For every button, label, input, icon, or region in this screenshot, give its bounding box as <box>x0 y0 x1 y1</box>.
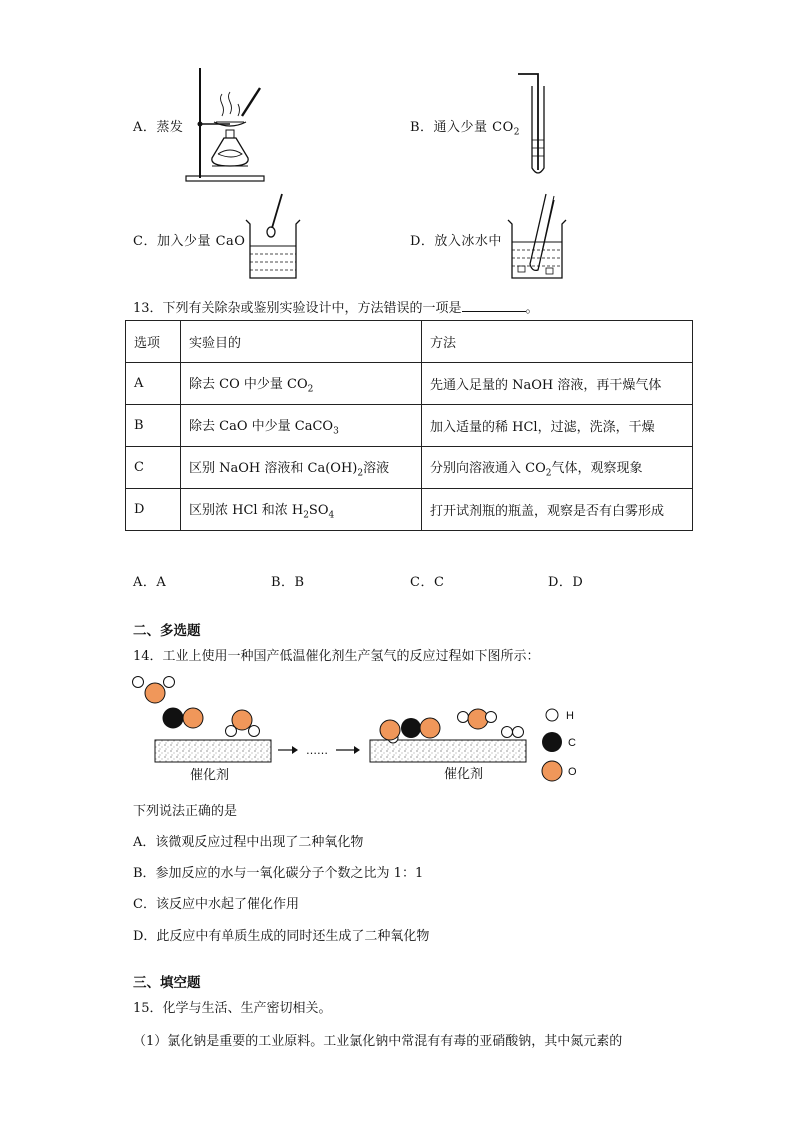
row-method: 先通入足量的 NaOH 溶液，再干燥气体 <box>422 363 693 405</box>
header-goal: 实验目的 <box>181 321 422 363</box>
q13-table <box>125 320 693 531</box>
table-row <box>126 447 693 489</box>
catalyst-label: 催化剂 <box>444 766 484 781</box>
row-method: 分别向溶液通入 $CO_2$气体，观察现象 <box>422 447 693 489</box>
section-title-fill-blank: 三、填空题 <box>133 975 201 991</box>
beaker-spoon-illustration <box>244 190 304 282</box>
header-method: 方法 <box>422 321 693 363</box>
water-molecule <box>133 677 175 704</box>
legend <box>542 709 577 781</box>
row-option: C <box>126 447 181 489</box>
row-goal: 区别 NaOH 溶液和 $Ca(OH)_2$溶液 <box>181 447 422 489</box>
q14-option-b[interactable]: B．参加反应的水与一氧化碳分子个数之比为 1：1 <box>133 866 424 881</box>
table-row <box>126 405 693 447</box>
co-molecule <box>163 708 203 728</box>
q13-answer-b[interactable]: B．B <box>271 575 305 590</box>
table-row <box>126 489 693 531</box>
svg-text:H: H <box>566 710 574 722</box>
row-option: B <box>126 405 181 447</box>
evaporation-apparatus-illustration <box>184 66 274 182</box>
row-method: 打开试剂瓶的瓶盖，观察是否有白雾形成 <box>422 489 693 531</box>
question-15-stem: 15．化学与生活、生产密切相关。 <box>133 1001 332 1016</box>
row-goal: 除去 CO 中少量 $CO_2$ <box>181 363 422 405</box>
option-b-co2: B．通入少量 $CO_2$ <box>410 120 521 138</box>
catalyst-block <box>155 740 271 762</box>
beaker-ice-water-illustration <box>506 192 570 282</box>
option-d-ice-water: D．放入冰水中 <box>410 234 502 249</box>
row-method: 加入适量的稀 HCl，过滤，洗涤，干燥 <box>422 405 693 447</box>
ellipsis: …… <box>306 744 328 757</box>
header-option: 选项 <box>126 321 181 363</box>
catalyst-label: 催化剂 <box>190 767 230 782</box>
section-title-multi-choice: 二、多选题 <box>133 623 201 639</box>
q13-answer-c[interactable]: C．C <box>410 575 445 590</box>
q14-option-a[interactable]: A．该微观反应过程中出现了二种氧化物 <box>133 835 364 850</box>
row-option: A <box>126 363 181 405</box>
question-14-stem: 14．工业上使用一种国产低温催化剂生产氢气的反应过程如下图所示： <box>133 649 540 664</box>
question-13-stem: 13．下列有关除杂或鉴别实验设计中，方法错误的一项是 。 <box>133 301 539 316</box>
test-tube-illustration <box>514 70 550 180</box>
q14-option-c[interactable]: C．该反应中水起了催化作用 <box>133 897 299 912</box>
q13-answer-d[interactable]: D．D <box>548 575 584 590</box>
q14-prompt: 下列说法正确的是 <box>133 804 238 819</box>
water-molecule <box>226 710 260 737</box>
table-header-row <box>126 321 693 363</box>
svg-text:O: O <box>568 766 577 778</box>
answer-blank[interactable] <box>462 299 526 312</box>
reaction-process-diagram <box>128 672 598 784</box>
adsorbed-molecules <box>380 709 524 743</box>
question-15-part-1: （1）氯化钠是重要的工业原料。工业氯化钠中常混有有毒的亚硝酸钠，其中氮元素的 <box>133 1034 623 1049</box>
q14-option-d[interactable]: D．此反应中有单质生成的同时还生成了二种氧化物 <box>133 929 430 944</box>
table-row <box>126 363 693 405</box>
row-option: D <box>126 489 181 531</box>
row-goal: 区别浓 HCl 和浓 $H_2SO_4$ <box>181 489 422 531</box>
option-c-cao: C．加入少量 CaO <box>133 234 246 249</box>
row-goal: 除去 CaO 中少量 CaCO$_3$ <box>181 405 422 447</box>
svg-text:C: C <box>568 737 576 749</box>
q13-answer-a[interactable]: A．A <box>133 575 167 590</box>
option-a-evaporate: A．蒸发 <box>133 120 184 135</box>
